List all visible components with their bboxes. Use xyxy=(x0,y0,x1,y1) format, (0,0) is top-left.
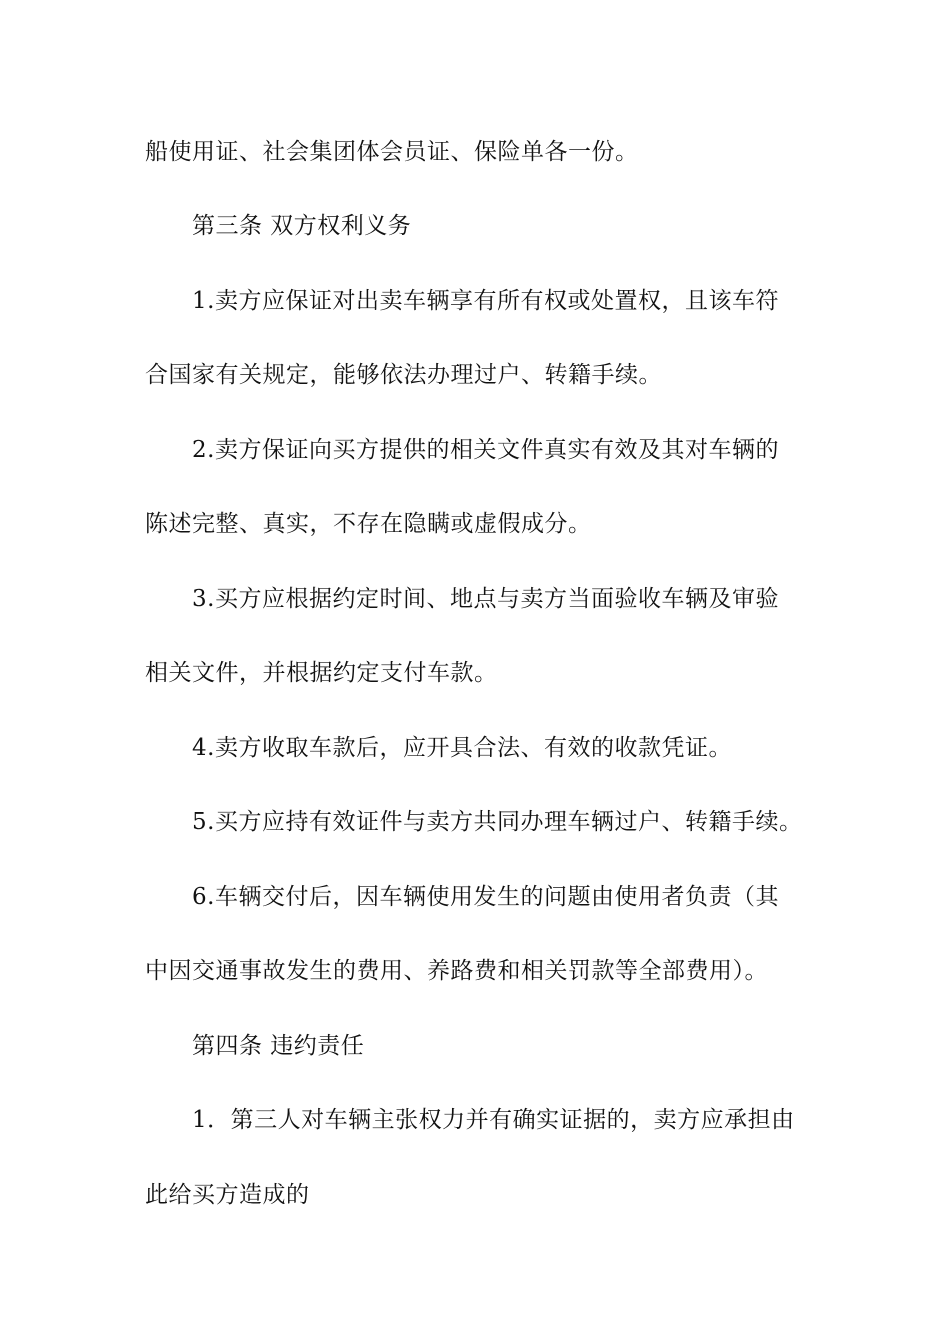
paragraph-line: 合国家有关规定，能够依法办理过户、转籍手续。 xyxy=(145,362,662,388)
clause-item: 1.卖方应保证对出卖车辆享有所有权或处置权，且该车符 xyxy=(192,288,779,314)
paragraph-line: 船使用证、社会集团体会员证、保险单各一份。 xyxy=(145,139,639,165)
clause-item: 5.买方应持有效证件与卖方共同办理车辆过户、转籍手续。 xyxy=(192,809,803,835)
clause-item: 3.买方应根据约定时间、地点与卖方当面验收车辆及审验 xyxy=(192,586,779,612)
clause-item: 4.卖方收取车款后，应开具合法、有效的收款凭证。 xyxy=(192,735,732,761)
clause-item: 6.车辆交付后，因车辆使用发生的问题由使用者负责（其 xyxy=(192,884,779,910)
section-heading: 第四条 违约责任 xyxy=(192,1033,365,1059)
paragraph-line: 中因交通事故发生的费用、养路费和相关罚款等全部费用）。 xyxy=(145,958,768,984)
paragraph-line: 相关文件，并根据约定支付车款。 xyxy=(145,660,498,686)
paragraph-line: 陈述完整、真实，不存在隐瞒或虚假成分。 xyxy=(145,511,592,537)
clause-item: 1．第三人对车辆主张权力并有确实证据的，卖方应承担由 xyxy=(192,1107,795,1133)
section-heading: 第三条 双方权利义务 xyxy=(192,213,412,239)
paragraph-line: 此给买方造成的 xyxy=(145,1182,310,1208)
clause-item: 2.卖方保证向买方提供的相关文件真实有效及其对车辆的 xyxy=(192,437,779,463)
